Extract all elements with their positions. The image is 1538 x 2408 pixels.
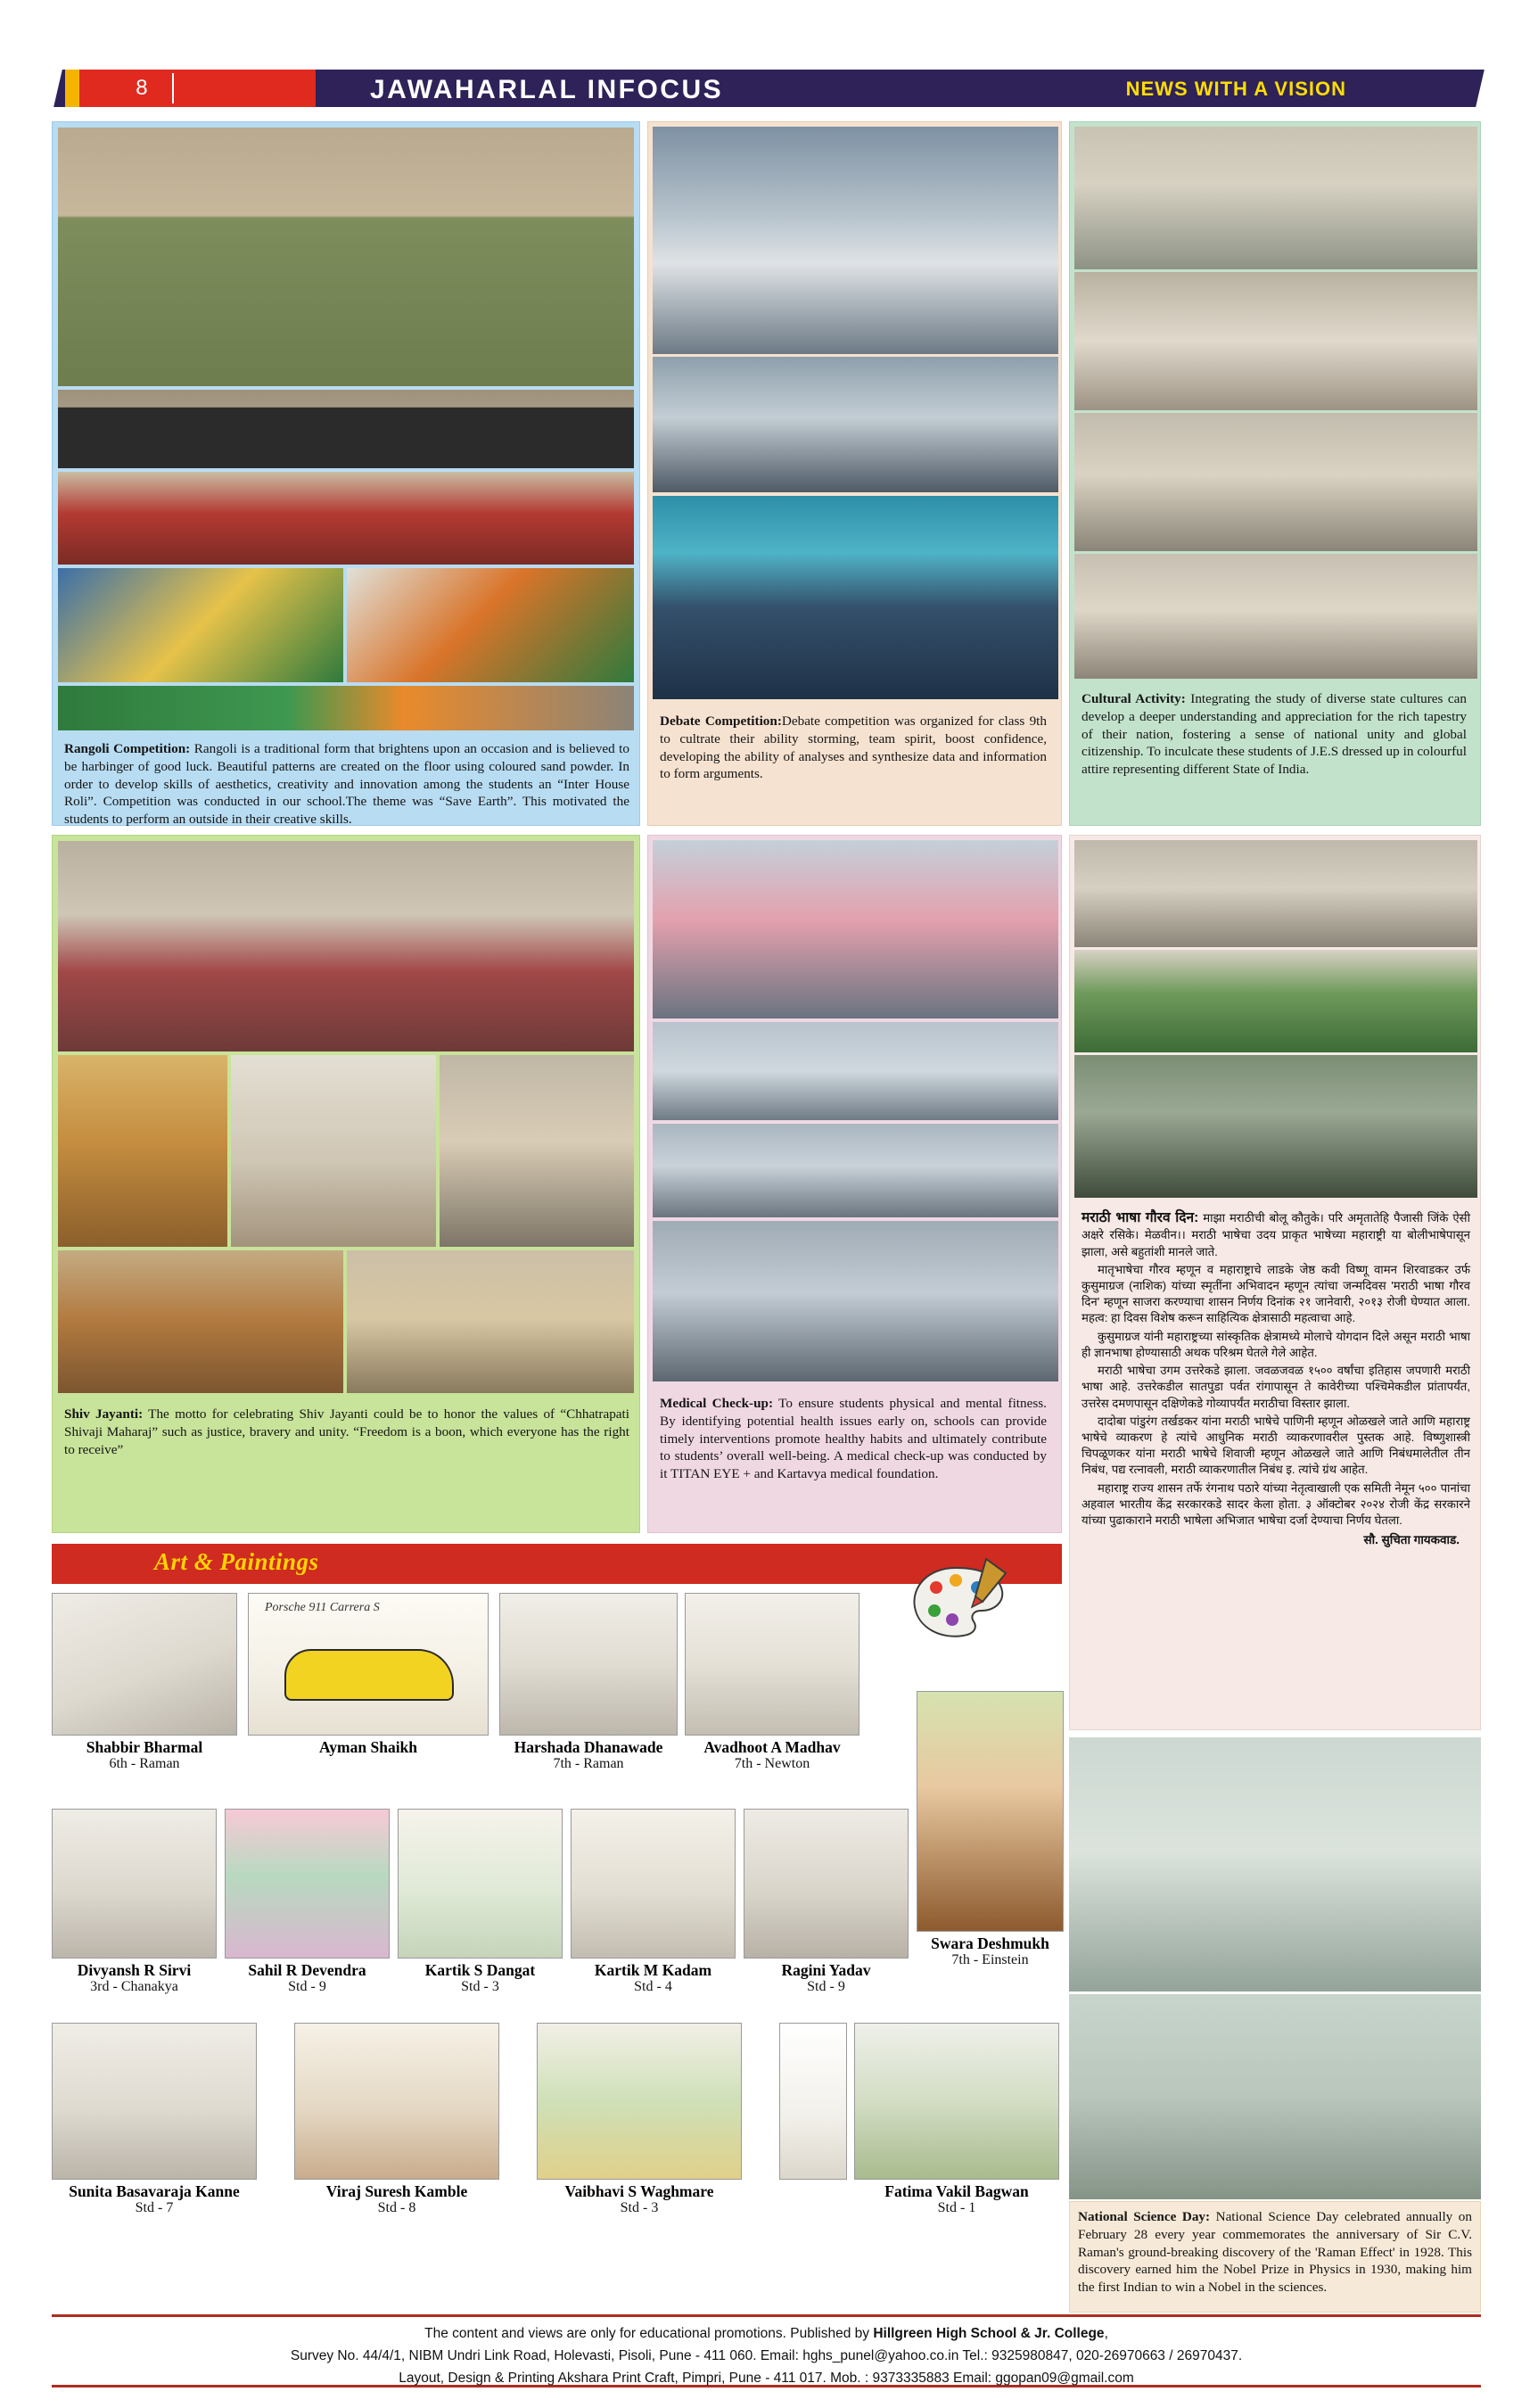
art-name-7: Kartik M Kadam bbox=[594, 1961, 712, 1979]
art-std-3: 7th - Newton bbox=[734, 1756, 810, 1772]
rangoli-panel bbox=[52, 121, 640, 826]
medical-photo-checkup bbox=[653, 840, 1058, 1018]
shiv-caption bbox=[56, 1399, 637, 1465]
rangoli-photo-students bbox=[58, 472, 634, 565]
medical-body: To ensure students physical and mental fitness. By identifying potential health issues early on, schools can provide timely interventions promote healthy habits and ultimately contribute to students’ overall well-being. A medical check-up was conducted by it TITAN EYE + and Kartavya medical foundation. bbox=[660, 1396, 1047, 1481]
art-image-7 bbox=[571, 1809, 736, 1959]
marathi-photo-speech bbox=[1074, 1055, 1477, 1198]
science-day-body: National Science Day celebrated annually on February 28 every year commemorates the anniversary of Sir C.V. Raman's ground-breaking discovery of the 'Raman Effect' in 1928. This discovery earned him the Nobel Prize in Physics in 1930, making him the first Indian to win a Nobel in the sciences. bbox=[1078, 2209, 1472, 2295]
art-image-2 bbox=[499, 1593, 678, 1736]
rangoli-photo-artwork bbox=[58, 390, 634, 468]
art-name-1: Ayman Shaikh bbox=[318, 1738, 418, 1756]
art-name-0: Shabbir Bharmal bbox=[86, 1738, 203, 1756]
cultural-heading: Cultural Activity: bbox=[1082, 691, 1186, 706]
art-entry-10 bbox=[52, 2023, 257, 2217]
rangoli-photo-floor-2 bbox=[347, 568, 634, 682]
medical-photo-queue bbox=[653, 1022, 1058, 1120]
science-day-panel bbox=[1069, 2201, 1481, 2313]
art-std-11: Std - 8 bbox=[377, 2200, 416, 2216]
marathi-photo-board bbox=[1074, 950, 1477, 1052]
cultural-photo-2 bbox=[1074, 272, 1477, 410]
art-std-0: 6th - Raman bbox=[109, 1756, 180, 1772]
shiv-photo-assembly bbox=[58, 841, 634, 1051]
art-entry-4 bbox=[52, 1809, 217, 1996]
art-image-12 bbox=[537, 2023, 742, 2180]
debate-photo-speakers bbox=[653, 357, 1058, 492]
shiv-photo-performance bbox=[347, 1250, 634, 1393]
art-std-12: Std - 3 bbox=[620, 2200, 659, 2216]
footer-line1-pre: The content and views are only for educational promotions. Published by bbox=[424, 2326, 874, 2341]
art-car-shape bbox=[284, 1649, 454, 1701]
footer-line-1 bbox=[52, 2322, 1481, 2345]
art-name-11: Viraj Suresh Kamble bbox=[325, 2182, 468, 2200]
cultural-photo-4 bbox=[1074, 554, 1477, 679]
marathi-para-2: मातृभाषेचा गौरव म्हणून व महाराष्ट्राचे लाडके जेष्ठ कवी विष्णू वामन शिरवाडकर उर्फ कुसुमाग्रज (नाशिक) यांच्या स्मृतींना अभिवादन म्हणून त्यांचा जन्मदिवस 'मराठी भाषा गौरव दिन' म्हणून साजरा करण्याचा शासन निर्णय दिनांक २१ जानेवारी, २०१३ रोजी घेण्यात आला. महत्व: हा दिवस विशेष करून साहित्यिक क्षेत्रासाठी महत्वाचा आहे. bbox=[1082, 1262, 1470, 1325]
page-title: JAWAHARLAL INFOCUS bbox=[370, 75, 724, 104]
art-image-4 bbox=[52, 1809, 217, 1959]
art-name-8: Ragini Yadav bbox=[781, 1961, 871, 1979]
shiv-photo-temple bbox=[58, 1055, 227, 1247]
rangoli-photo-floor-3 bbox=[58, 686, 634, 730]
debate-panel bbox=[647, 121, 1062, 826]
marathi-para-1: माझा मराठीची बोलू कौतुके। परि अमृतातेहि पैजासी जिंके ऐसी अक्षरे रसिके। मेळवीन।। मराठी भाषेचा उदय प्राकृत भाषेच्या महाराष्ट्री या बोलीभाषेपासून झाला, असे बहुतांशी मानले जाते. bbox=[1082, 1211, 1470, 1258]
masthead-tagline: NEWS WITH A VISION bbox=[1125, 78, 1346, 100]
art-name-9: Swara Deshmukh bbox=[931, 1934, 1049, 1952]
art-drawing-title-1: Porsche 911 Carrera S bbox=[265, 1601, 380, 1614]
art-std-13: Std - 1 bbox=[937, 2200, 976, 2216]
art-image-10 bbox=[52, 2023, 257, 2180]
art-name-10: Sunita Basavaraja Kanne bbox=[69, 2182, 240, 2200]
science-day-photo-top bbox=[1069, 1737, 1481, 1992]
art-std-7: Std - 4 bbox=[634, 1979, 672, 1995]
footer-school-name: Hillgreen High School & Jr. College bbox=[873, 2326, 1105, 2341]
medical-caption bbox=[652, 1389, 1055, 1490]
art-entry-2 bbox=[499, 1593, 678, 1773]
art-std-6: Std - 3 bbox=[461, 1979, 499, 1995]
cultural-caption bbox=[1073, 684, 1475, 786]
art-name-2: Harshada Dhanawade bbox=[514, 1738, 663, 1756]
art-image-1 bbox=[248, 1593, 489, 1736]
art-std-8: Std - 9 bbox=[807, 1979, 845, 1995]
masthead-banner bbox=[53, 70, 1485, 107]
art-image-11 bbox=[294, 2023, 499, 2180]
art-std-10: Std - 7 bbox=[135, 2200, 174, 2216]
marathi-heading: मराठी भाषा गौरव दिन: bbox=[1082, 1210, 1199, 1225]
art-name-13: Fatima Vakil Bagwan bbox=[884, 2182, 1029, 2200]
cultural-photo-1 bbox=[1074, 127, 1477, 269]
marathi-para-6: महाराष्ट्र राज्य शासन तर्फे रंगनाथ पठारे यांच्या नेतृत्वाखाली एक समिती नेमून ५०० पानांचा अहवाल भारतीय केंद्र सरकारकडे सादर केला होता. ३ ऑक्टोबर २०२४ रोजी केंद्र सरकारने यांच्या पुढाकाराने मराठी भाषेला अभिजात भाषेचा दर्जा देण्याचा निर्णय घेतला. bbox=[1082, 1480, 1470, 1528]
art-std-9: 7th - Einstein bbox=[951, 1952, 1029, 1968]
footer bbox=[52, 2314, 1481, 2387]
art-name-12: Vaibhavi S Waghmare bbox=[564, 2182, 714, 2200]
cultural-photo-3 bbox=[1074, 413, 1477, 551]
debate-heading: Debate Competition: bbox=[660, 713, 782, 729]
science-day-photo-bottom bbox=[1069, 1994, 1481, 2199]
shiv-jayanti-panel bbox=[52, 835, 640, 1533]
shiv-photo-portrait bbox=[231, 1055, 436, 1247]
art-name-6: Kartik S Dangat bbox=[424, 1961, 536, 1979]
science-day-caption bbox=[1070, 2202, 1480, 2304]
footer-line-2: Survey No. 44/4/1, NIBM Undri Link Road, Holevasti, Pisoli, Pune - 411 060. Email: hghs_punel@yahoo.co.in Tel.: 9325980847, 020-26970663 / 26970437. bbox=[290, 2348, 1243, 2364]
shiv-photo-students bbox=[440, 1055, 634, 1247]
debate-photo-students bbox=[653, 496, 1058, 699]
art-name-3: Avadhoot A Madhav bbox=[703, 1738, 841, 1756]
footer-line-3: Layout, Design & Printing Akshara Print Craft, Pimpri, Pune - 411 017. Mob. : 9373335883 Email: ggopan09@gmail.com bbox=[399, 2371, 1134, 2387]
art-entry-12 bbox=[537, 2023, 742, 2217]
rangoli-heading: Rangoli Competition: bbox=[64, 741, 191, 756]
paint-palette-icon bbox=[901, 1552, 1016, 1650]
art-entry-6 bbox=[398, 1809, 563, 1996]
art-image-13 bbox=[854, 2023, 1059, 2180]
debate-body: Debate competition was organized for class 9th to cultrate their ability storming, team spirit, boost confidence, developing the ability of analyses and synthesize data and information to form arguments. bbox=[660, 713, 1047, 782]
art-image-3 bbox=[685, 1593, 859, 1736]
art-entry-9 bbox=[917, 1691, 1064, 1969]
rangoli-caption bbox=[56, 734, 637, 836]
medical-panel bbox=[647, 835, 1062, 1533]
medical-photo-group bbox=[653, 1124, 1058, 1217]
art-image-9 bbox=[917, 1691, 1064, 1932]
medical-heading: Medical Check-up: bbox=[660, 1396, 774, 1411]
art-name-4: Divyansh R Sirvi bbox=[77, 1961, 192, 1979]
marathi-para-3: कुसुमाग्रज यांनी महाराष्ट्रच्या सांस्कृतिक क्षेत्रामध्ये मोलाचे योगदान दिले असून मराठी भाषा ही ज्ञानभाषा होण्यासाठी अथक परिश्रम घेतले गेले आहेत. bbox=[1082, 1329, 1470, 1359]
debate-photo-hall bbox=[653, 127, 1058, 354]
art-image-8 bbox=[744, 1809, 909, 1959]
art-std-4: 3rd - Chanakya bbox=[90, 1979, 178, 1995]
shiv-body: The motto for celebrating Shiv Jayanti could be to honor the values of “Chhatrapati Shivaji Maharaj” such as justice, bravery and unity. “Freedom is a boon, which everyone has the right to receive” bbox=[64, 1406, 629, 1457]
art-entry-0 bbox=[52, 1593, 237, 1773]
art-name-5: Sahil R Devendra bbox=[248, 1961, 366, 1979]
marathi-signature: सौ. सुचिता गायकवाड. bbox=[1363, 1533, 1460, 1547]
footer-line1-post: , bbox=[1104, 2326, 1108, 2341]
rangoli-photo-group bbox=[58, 128, 634, 386]
cultural-panel bbox=[1069, 121, 1481, 826]
marathi-para-5: दादोबा पांडुरंग तर्खडकर यांना मराठी भाषेचे पाणिनी म्हणून ओळखले जाते आणि महाराष्ट्र भाषेचे व्याकरण हे त्यांचे आधुनिक मराठी व्याकरणावरील पुस्तक आहे. विष्णुशास्त्री चिपळूणकर यांना मराठी भाषेचे शिवाजी म्हणून ओळखले जाते आणि निबंधमालेतील तीन निबंध, पद्य रत्नावली, मराठी व्याकरणातील निबंध इ. त्यांचे ग्रंथ आहेत. bbox=[1082, 1414, 1470, 1477]
art-entry-flag bbox=[779, 2023, 847, 2180]
cultural-body: Integrating the study of diverse state cultures can develop a deeper understanding and appreciation for the rich tapestry of their nation, fostering a sense of national unity and global citizenship. To inculcate these students of J.E.S dressed up in colourful attire representing different State of India. bbox=[1082, 691, 1467, 777]
art-entry-3 bbox=[685, 1593, 859, 1773]
shiv-heading: Shiv Jayanti: bbox=[64, 1406, 144, 1422]
art-image-flag bbox=[779, 2023, 847, 2180]
marathi-para-4: मराठी भाषेचा उगम उत्तरेकडे झाला. जवळजवळ १५०० वर्षांचा इतिहास जपणारी मराठी भाषा आहे. उत्तरेकडील सातपुडा पर्वत रांगापासून ते कावेरीच्या पश्चिमेकडील प्रांतापर्यंत, उत्तरेस दमणपासून दक्षिणेकडे गोव्यापर्यंत मराठीचा विस्तार झाला. bbox=[1082, 1364, 1470, 1410]
art-image-0 bbox=[52, 1593, 237, 1736]
art-std-5: Std - 9 bbox=[288, 1979, 326, 1995]
science-day-heading: National Science Day: bbox=[1078, 2209, 1211, 2224]
art-image-5 bbox=[225, 1809, 390, 1959]
rangoli-body: Rangoli is a traditional form that brightens upon an occasion and is believed to be harbinger of good luck. Beautiful patterns are created on the floor using coloured sand powder. In order to develop skills of aesthetics, creativity and innovation among the students an “Inter House Roli”. Competition was conducted in our school.The theme was “Save Earth”. This motivated the students to perform an outside in their creative skills. bbox=[64, 741, 629, 827]
marathi-article-body bbox=[1073, 1203, 1479, 1554]
art-image-6 bbox=[398, 1809, 563, 1959]
art-entry-7 bbox=[571, 1809, 736, 1996]
art-entry-5 bbox=[225, 1809, 390, 1996]
marathi-panel bbox=[1069, 835, 1481, 1730]
shiv-photo-procession bbox=[58, 1250, 343, 1393]
medical-photo-exam bbox=[653, 1221, 1058, 1381]
art-entry-11 bbox=[294, 2023, 499, 2217]
art-entry-1 bbox=[248, 1593, 489, 1756]
page-number: 8 bbox=[120, 73, 174, 103]
art-entry-8 bbox=[744, 1809, 909, 1996]
debate-caption bbox=[652, 706, 1055, 790]
art-paintings-title: Art & Paintings bbox=[154, 1548, 319, 1575]
marathi-photo-staff bbox=[1074, 840, 1477, 947]
masthead-red-accent bbox=[79, 70, 316, 107]
rangoli-photo-floor-1 bbox=[58, 568, 343, 682]
art-std-2: 7th - Raman bbox=[553, 1756, 624, 1772]
art-entry-13 bbox=[854, 2023, 1059, 2217]
